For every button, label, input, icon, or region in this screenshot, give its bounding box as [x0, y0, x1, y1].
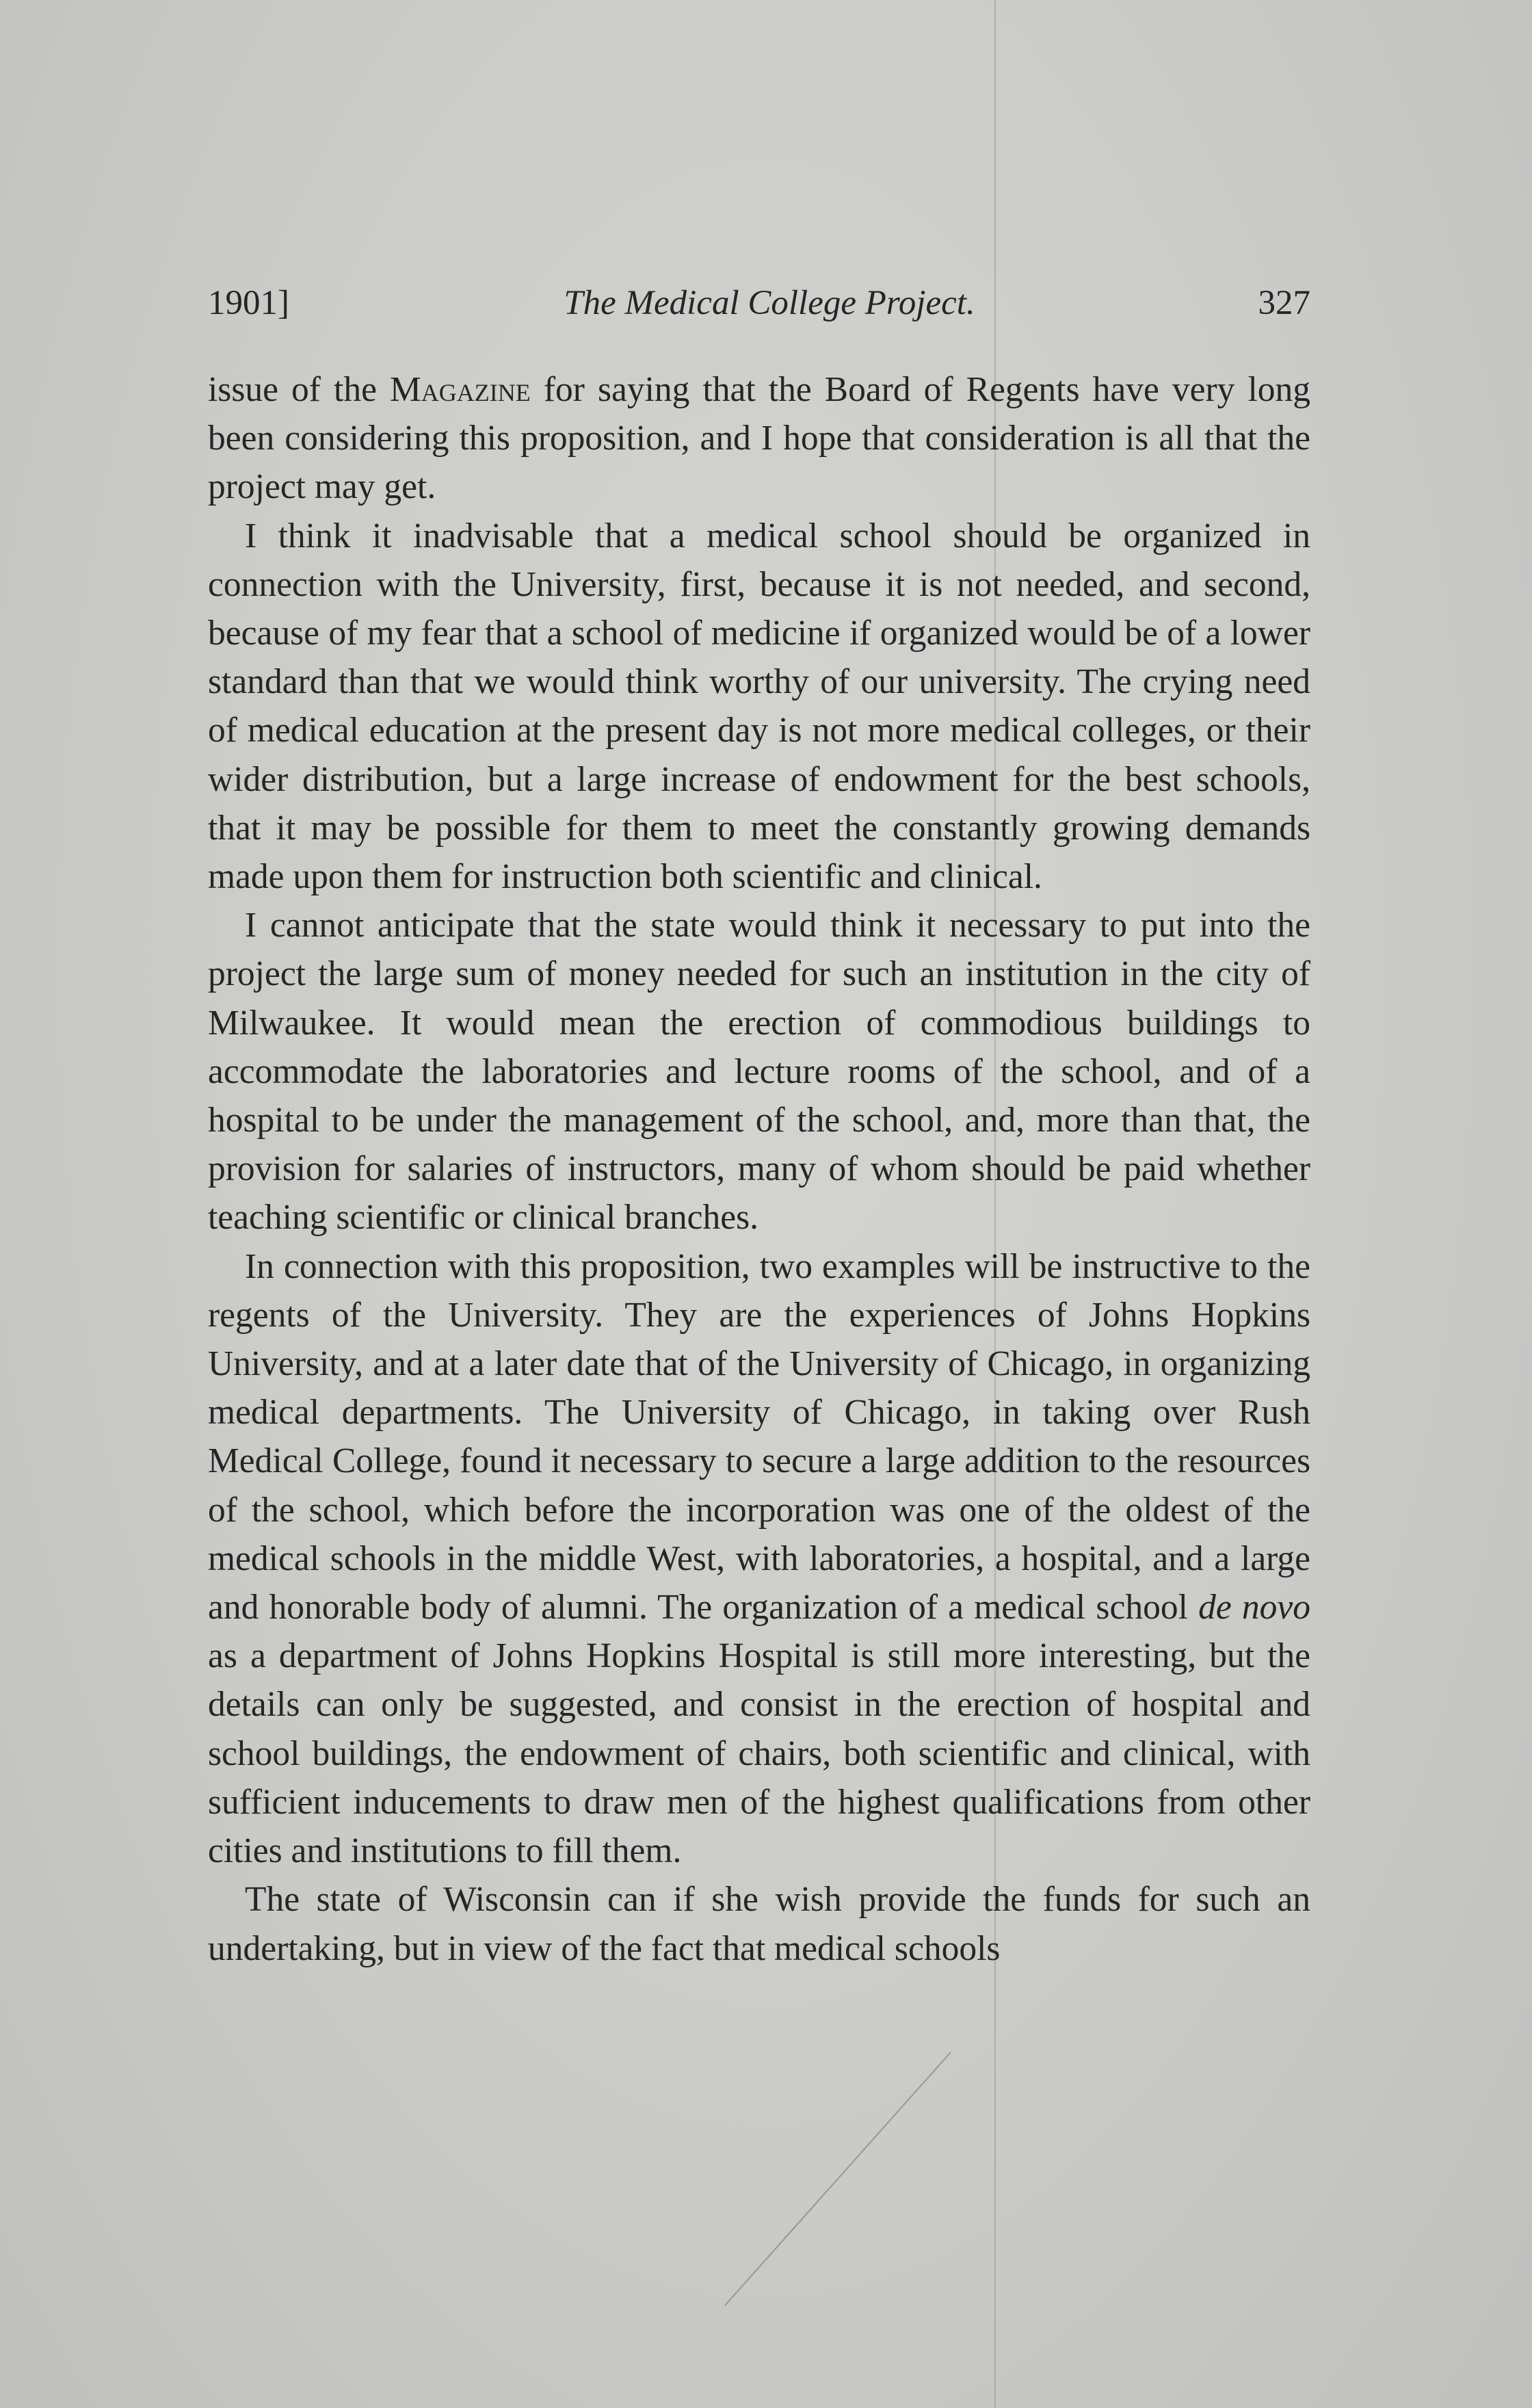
running-title: The Medical College Project. — [564, 284, 975, 322]
body-text — [208, 365, 1310, 1973]
paragraph-5: The state of Wisconsin can if she wish provide the funds for such an undertaking, but in view of the fact that medical schools — [208, 1880, 1310, 1968]
paragraph-4 — [208, 1242, 1310, 1876]
paragraph-1 — [208, 365, 1310, 512]
magazine-name: Magazine — [390, 370, 531, 409]
page-number: 327 — [1258, 284, 1310, 322]
paragraph-2: I think it inadvisable that a medical school should be organized in connection with the University, first, because it is not needed, and second, because of my fear that a school of medicine if organized would be of a lower standard than that we would think worthy of our university. The crying need of medical education at the present day is not more medical colleges, or their wider distribution, but a large increase of endowment for the best schools, that it may be possible for them to meet the constantly growing demands made upon them for instruction both scientific and clinical. — [208, 516, 1310, 897]
paragraph-1-start: issue of the — [208, 370, 391, 409]
paragraph-4-continued: as a department of Johns Hopkins Hospital is still more interesting, but the details can only be suggested, and consist in the erection of hospital and school buildings, the endowment of chairs, both scientific and clinical, with sufficient inducements to draw men of the highest qualifications from other cities and institutions to fill them. — [208, 1636, 1310, 1871]
paragraph-3: I cannot anticipate that the state would think it necessary to put into the project the large sum of money needed for such an institution in the city of Milwaukee. It would mean the erection of commodious buildings to accommodate the laboratories and lecture rooms of the school, and of a hospital to be under the management of the school, and, more than that, the provision for salaries of instructors, many of whom should be paid whether teaching scientific or clinical branches. — [208, 906, 1310, 1238]
page-header — [208, 279, 1310, 327]
pencil-mark — [718, 2039, 964, 2312]
paragraph-4-text: In connection with this proposition, two examples will be instructive to the regents of the University. They are the experiences of Johns Hopkins University, and at a later date that of the University of Chicago, in organizing medical departments. The University of Chicago, in taking over Rush Medical College, found it necessary to secure a large addition to the resources of the school, which before the incorporation was one of the oldest of the medical schools in the middle West, with laboratories, a hospital, and a large and honorable body of alumni. The organization of a medical school — [208, 1246, 1310, 1627]
paragraph-1-end: for saying that the Board of Regents have very long been considering this proposition, and I hope that consideration is all that the project may get. — [208, 370, 1311, 507]
header-year: 1901] — [208, 284, 289, 322]
italic-phrase: de novo — [1198, 1588, 1311, 1627]
